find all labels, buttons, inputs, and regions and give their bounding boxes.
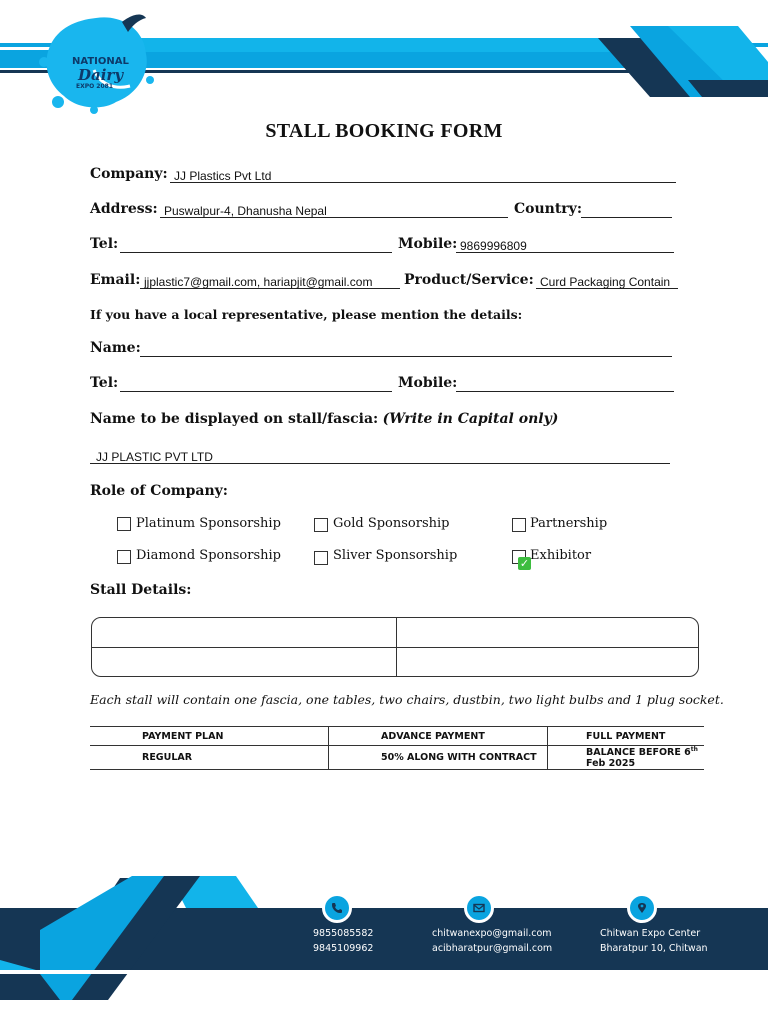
company-value: JJ Plastics Pvt Ltd xyxy=(174,169,272,183)
stall-cell[interactable] xyxy=(92,618,396,647)
table-cell-text: Feb 2025 xyxy=(586,758,636,770)
footer-phone: 9845109962 xyxy=(313,943,374,954)
table-cell xyxy=(548,746,705,770)
company-row xyxy=(90,166,680,188)
table-cell: REGULAR xyxy=(90,746,329,770)
page-title: STALL BOOKING FORM xyxy=(265,120,503,142)
partnership-label: Partnership xyxy=(530,516,608,531)
stall-cell[interactable] xyxy=(92,648,396,676)
stall-details-label: Stall Details: xyxy=(90,582,192,598)
table-header: FULL PAYMENT xyxy=(548,727,705,746)
footer-address-line: Chitwan Expo Center xyxy=(600,928,701,939)
display-name-field[interactable] xyxy=(90,447,670,464)
mobile-field[interactable] xyxy=(456,236,674,253)
display-name-label: Name to be displayed on stall/fascia: xyxy=(90,411,379,427)
superscript: th xyxy=(690,746,698,753)
footer-email: chitwanexpo@gmail.com xyxy=(432,928,552,939)
email-field[interactable] xyxy=(140,272,400,289)
product-value: Curd Packaging Contain xyxy=(540,275,671,289)
platinum-label: Platinum Sponsorship xyxy=(136,516,281,531)
table-header: ADVANCE PAYMENT xyxy=(329,727,548,746)
footer-address xyxy=(600,926,708,956)
display-name-value: JJ PLASTIC PVT LTD xyxy=(96,450,213,464)
product-field[interactable] xyxy=(536,272,678,289)
address-value: Puswalpur-4, Dhanusha Nepal xyxy=(164,204,327,218)
representative-note: If you have a local representative, please mention the details: xyxy=(90,307,523,322)
location-pin-icon xyxy=(627,893,657,923)
email-value: jjplastic7@gmail.com, hariapjit@gmail.com xyxy=(144,275,373,289)
stall-details-table xyxy=(91,617,699,677)
address-row xyxy=(90,201,680,223)
gold-label: Gold Sponsorship xyxy=(333,516,450,531)
payment-table xyxy=(90,726,704,770)
product-label: Product/Service: xyxy=(404,272,534,288)
footer-emails xyxy=(432,926,552,956)
role-label: Role of Company: xyxy=(90,483,228,499)
table-row xyxy=(90,746,704,770)
mobile-label: Mobile: xyxy=(398,236,458,252)
footer-phone: 9855085582 xyxy=(313,928,374,939)
table-header: PAYMENT PLAN xyxy=(90,727,329,746)
mobile-value: 9869996809 xyxy=(460,239,527,253)
table-cell-text: BALANCE BEFORE 6 xyxy=(586,747,691,759)
display-name-heading xyxy=(90,411,558,427)
exhibitor-label: Exhibitor xyxy=(530,548,592,563)
diamond-checkbox[interactable] xyxy=(117,550,131,564)
country-label: Country: xyxy=(514,201,582,217)
rep-mobile-label: Mobile: xyxy=(398,375,458,391)
stall-note: Each stall will contain one fascia, one tables, two chairs, dustbin, two light bulbs and 1 plug socket. xyxy=(90,692,724,707)
display-name-hint: (Write in Capital only) xyxy=(382,411,559,427)
stall-cell[interactable] xyxy=(397,618,697,647)
logo-line3: EXPO 2081 xyxy=(76,83,114,90)
phone-icon xyxy=(322,893,352,923)
table-cell: 50% ALONG WITH CONTRACT xyxy=(329,746,548,770)
mail-icon xyxy=(464,893,494,923)
email-row xyxy=(90,272,680,294)
diamond-label: Diamond Sponsorship xyxy=(136,548,281,563)
tel-label: Tel: xyxy=(90,236,119,252)
logo-line2: Dairy xyxy=(78,66,124,84)
logo xyxy=(34,10,158,114)
partnership-checkbox[interactable] xyxy=(512,518,526,532)
silver-checkbox[interactable] xyxy=(314,551,328,565)
footer-phones xyxy=(313,926,373,956)
checkmark-icon: ✓ xyxy=(519,557,530,570)
email-label: Email: xyxy=(90,272,141,288)
silver-label: Sliver Sponsorship xyxy=(333,548,458,563)
stall-cell[interactable] xyxy=(397,648,697,676)
table-row xyxy=(90,727,704,746)
rep-tel-field[interactable] xyxy=(120,375,392,392)
rep-name-row xyxy=(90,340,680,362)
rep-tel-row xyxy=(90,375,680,397)
tel-row xyxy=(90,236,680,258)
footer-email: acibharatpur@gmail.com xyxy=(432,943,553,954)
company-label: Company: xyxy=(90,166,168,182)
gold-checkbox[interactable] xyxy=(314,518,328,532)
platinum-checkbox[interactable] xyxy=(117,517,131,531)
logo-line1: NATIONAL xyxy=(72,56,129,67)
rep-name-label: Name: xyxy=(90,340,141,356)
company-field[interactable] xyxy=(170,166,676,183)
address-field[interactable] xyxy=(160,201,508,218)
address-label: Address: xyxy=(90,201,158,217)
country-field[interactable] xyxy=(581,201,672,218)
rep-tel-label: Tel: xyxy=(90,375,119,391)
rep-name-field[interactable] xyxy=(140,340,672,357)
tel-field[interactable] xyxy=(120,236,392,253)
rep-mobile-field[interactable] xyxy=(456,375,674,392)
footer-address-line: Bharatpur 10, Chitwan xyxy=(600,943,708,954)
